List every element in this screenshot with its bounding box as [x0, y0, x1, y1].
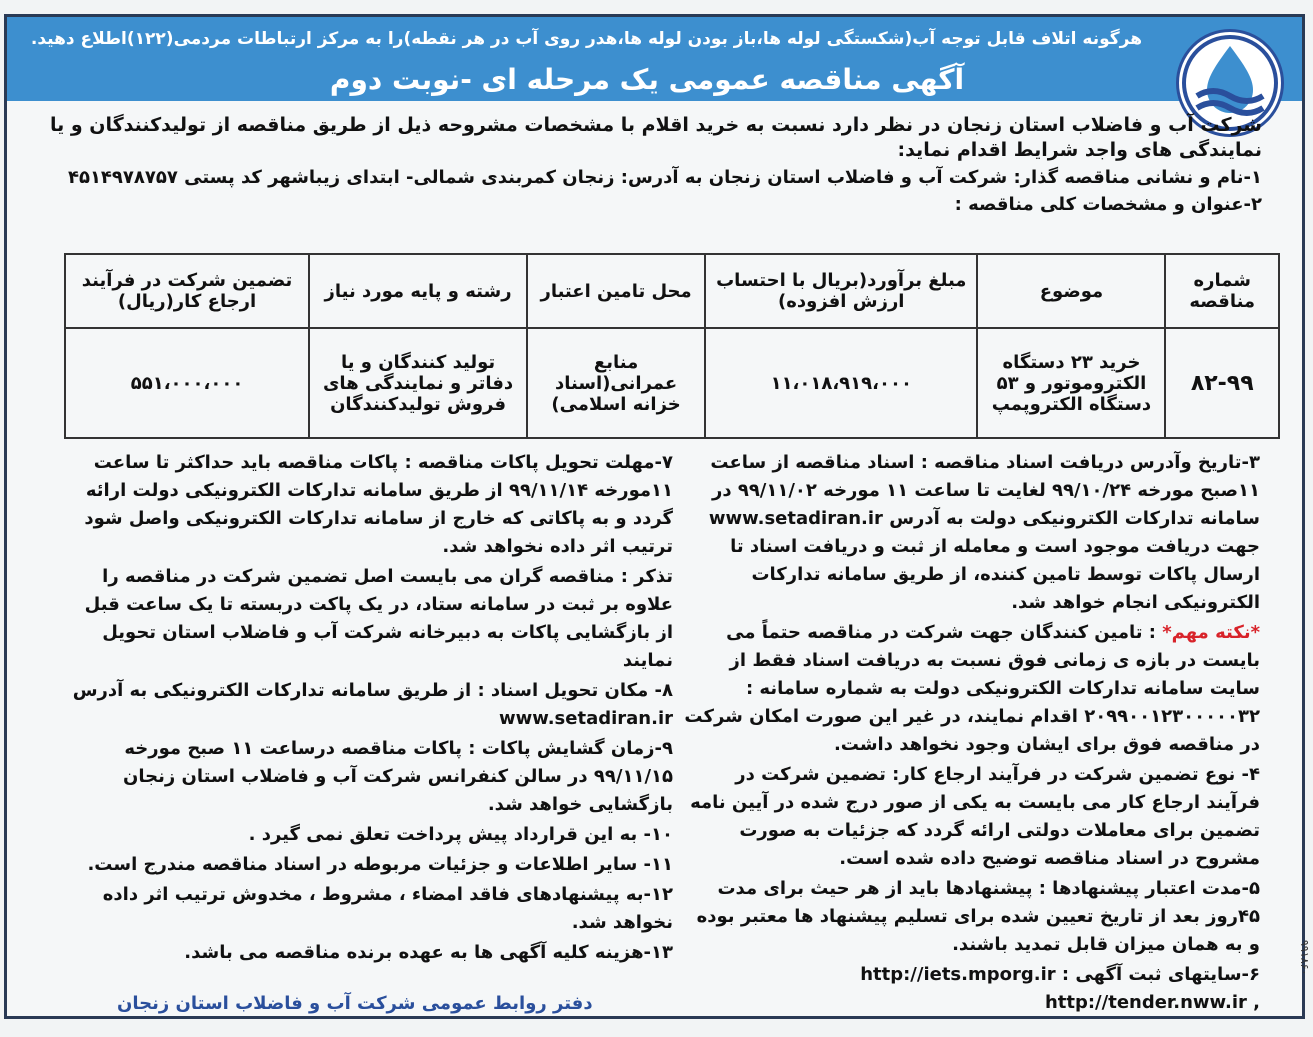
- cell-required-field: تولید کنندگان و یا دفاتر و نمایندگی های فروش تولیدکنندگان: [309, 328, 527, 438]
- cell-guarantee: ۵۵۱،۰۰۰،۰۰۰: [65, 328, 309, 438]
- header-funding-source: محل تامین اعتبار: [527, 254, 705, 328]
- section-6-sites: [680, 961, 1260, 1017]
- right-column: [680, 449, 1260, 1019]
- cell-funding-source: منابع عمرانی(اسناد خزانه اسلامی): [527, 328, 705, 438]
- header-required-field: رشته و پایه مورد نیاز: [309, 254, 527, 328]
- section-5-validity: ۵-مدت اعتبار پیشنهادها : پیشنهادها باید از هر حیث برای مدت ۴۵روز بعد از تاریخ تعیین شده برای تسلیم پیشنهاد ها معتبر بوده و به همان میزان قابل تمدید باشند.: [696, 878, 1260, 955]
- reminder-note: تذکر : مناقصه گران می بایست اصل تضمین شرکت در مناقصه را علاوه بر ثبت در سامانه ستاد، در یک پاکت دربسته تا یک ساعت قبل از بازگشایی پاکات به دبیرخانه شرکت آب و فاضلاب استان تحویل نمایند: [84, 566, 673, 671]
- header-guarantee: تضمین شرکت در فرآیند ارجاع کار(ریال): [65, 254, 309, 328]
- section-11: ۱۱- سایر اطلاعات و جزئیات مربوطه در اسناد مناقصه مندرج است.: [87, 854, 673, 875]
- intro-text: [42, 113, 1262, 219]
- sites-label: ۶-سایتهای ثبت آگهی :: [1061, 964, 1260, 985]
- header-banner: [7, 17, 1302, 101]
- section-12: ۱۲-به پیشنهادهای فاقد امضاء ، مشروط ، مخدوش ترتیب اثر داده نخواهد شد.: [102, 884, 673, 933]
- tender-table: [64, 253, 1280, 439]
- section-4-guarantee: ۴- نوع تضمین شرکت در فرآیند ارجاع کار: تضمین شرکت در فرآیند ارجاع کار می بایست به یکی از صور درج شده در آیین نامه تضمین برای معاملات دولتی ارائه گردد که جزئیات به صورت مشروح در اسناد مناقصه توضیح داده شده است.: [690, 764, 1260, 869]
- section-8-delivery: ۸- مکان تحویل اسناد : از طریق سامانه تدارکات الکترونیکی به آدرس www.setadiran.ir: [72, 680, 673, 729]
- cell-estimate: ۱۱،۰۱۸،۹۱۹،۰۰۰: [705, 328, 977, 438]
- header-tender-number: شماره مناقصه: [1165, 254, 1279, 328]
- section-7-deadline: ۷-مهلت تحویل پاکات مناقصه : پاکات مناقصه باید حداکثر تا ساعت ۱۱مورخه ۹۹/۱۱/۱۴ از طریق سامانه تدارکات الکترونیکی دولت ارائه گردد و به پاکاتی که خارج از سامانه تدارکات الکترونیکی واصل شود ترتیب اثر داده نخواهد شد.: [84, 452, 673, 557]
- cell-subject: خرید ۲۳ دستگاه الکتروموتور و ۵۳ دستگاه الکتروپمپ: [977, 328, 1165, 438]
- public-relations-signature: دفتر روابط عمومی شرکت آب و فاضلاب استان زنجان: [117, 993, 593, 1014]
- section-3-documents: ۳-تاریخ وآدرس دریافت اسناد مناقصه : اسناد مناقصه از ساعت ۱۱صبح مورخه ۹۹/۱۰/۲۴ لغایت تا ساعت ۱۱ مورخه ۹۹/۱۱/۰۲ در سامانه تدارکات الکترونیکی دولت به آدرس www.setadiran.ir جهت دریافت موجود است و معامله از ثبت و دریافت اسناد تا ارسال پاکات توسط تامین کننده، از طریق سامانه تدارکات الکترونیکی انجام خواهد شد.: [708, 452, 1260, 613]
- important-note: [680, 619, 1260, 759]
- header-estimate: مبلغ برآورد(بریال با احتساب ارزش افزوده): [705, 254, 977, 328]
- water-loss-notice: هرگونه اتلاف قابل توجه آب(شکستگی لوله ها،باز بودن لوله ها،هدر روی آب در هر نقطه)را به مرکز ارتباطات مردمی(۱۲۲)اطلاع دهید.: [30, 29, 1142, 49]
- table-row: [65, 328, 1279, 438]
- notice-headline: آگهی مناقصه عمومی یک مرحله ای -نوبت دوم: [329, 63, 965, 96]
- cell-tender-number: ۸۲-۹۹: [1165, 328, 1279, 438]
- section-9-opening: ۹-زمان گشایش پاکات : پاکات مناقصه درساعت ۱۱ صبح مورخه ۹۹/۱۱/۱۵ در سالن کنفرانس شرکت آب و فاضلاب استان زنجان بازگشایی خواهد شد.: [123, 738, 673, 815]
- intro-item-1: ۱-نام و نشانی مناقصه گذار: شرکت آب و فاضلاب استان زنجان به آدرس: زنجان کمربندی شمالی- ابتدای زیباشهر کد پستی ۴۵۱۴۹۷۸۷۵۷: [67, 167, 1262, 188]
- table-header-row: [65, 254, 1279, 328]
- header-subject: موضوع: [977, 254, 1165, 328]
- section-10: ۱۰- به این قرارداد پیش پرداخت تعلق نمی گیرد .: [248, 824, 673, 845]
- tender-notice-frame: [4, 14, 1305, 1019]
- clipping-id: ۹۹۱۸۶۰: [1298, 940, 1311, 976]
- intro-lead: شرکت آب و فاضلاب استان زنجان در نظر دارد نسبت به خرید اقلام با مشخصات مشروحه ذیل از طریق مناقصه از تولیدکنندگان و یا نمایندگی های واجد شرایط اقدام نماید:: [49, 114, 1262, 161]
- intro-item-2: ۲-عنوان و مشخصات کلی مناقصه :: [954, 194, 1262, 215]
- sites-urls: http://iets.mporg.ir http://tender.nww.ir ,: [860, 964, 1260, 1013]
- left-column: [67, 449, 673, 969]
- section-13: ۱۳-هزینه کلیه آگهی ها به عهده برنده مناقصه می باشد.: [184, 942, 673, 963]
- important-label: *نکته مهم*: [1162, 622, 1260, 643]
- important-text: : تامین کنندگان جهت شرکت در مناقصه حتماً می بایست در بازه ی زمانی فوق نسبت به دریافت اسناد فقط از سایت سامانه تدارکات الکترونیکی دولت به شماره سامانه : ۲۰۹۹۰۰۱۲۳۰۰۰۰۰۳۲ اقدام نمایند، در غیر این صورت امکان شرکت در مناقصه فوق برای ایشان وجود نخواهد داشت.: [684, 622, 1260, 755]
